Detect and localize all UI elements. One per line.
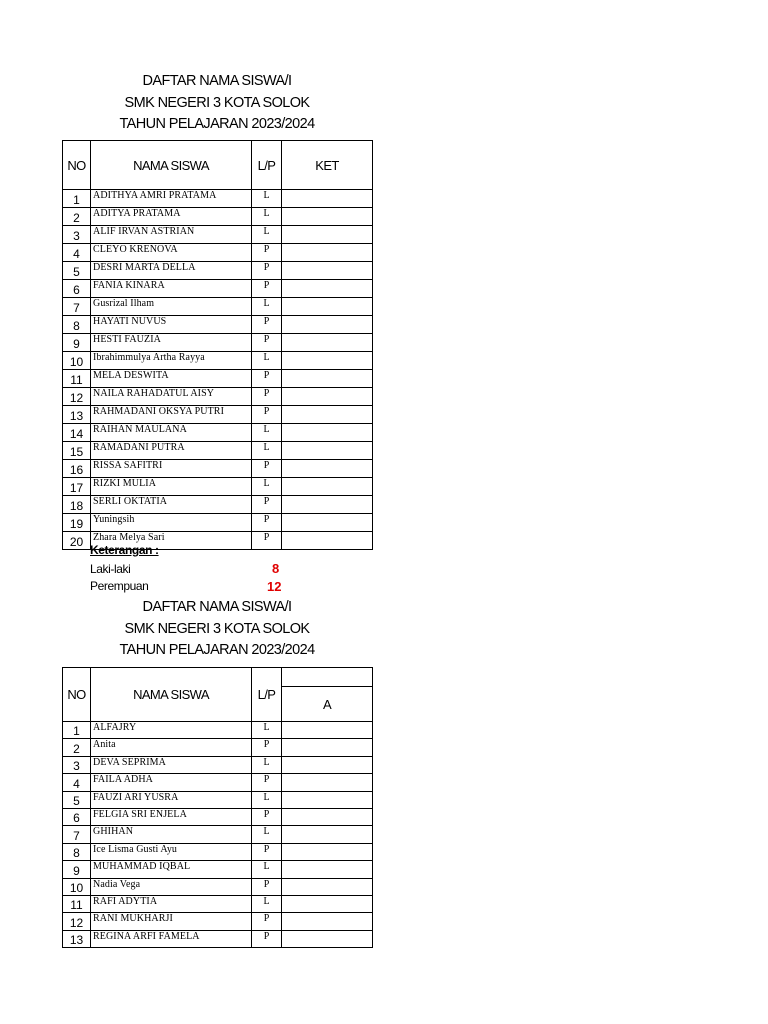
student-name: RAFI ADYTIA bbox=[91, 895, 252, 912]
student-gender: L bbox=[252, 352, 282, 370]
row-number: 13 bbox=[63, 406, 91, 424]
table-row bbox=[63, 930, 373, 947]
table-row bbox=[63, 352, 373, 370]
table-row bbox=[63, 406, 373, 424]
legend-male-count: 8 bbox=[272, 561, 280, 576]
student-gender: P bbox=[252, 532, 282, 550]
row-number: 10 bbox=[63, 352, 91, 370]
row-number: 10 bbox=[63, 878, 91, 895]
table-row bbox=[63, 478, 373, 496]
header-lp: L/P bbox=[252, 141, 282, 190]
student-note bbox=[282, 388, 373, 406]
table-row bbox=[63, 244, 373, 262]
student-gender: P bbox=[252, 388, 282, 406]
table-row bbox=[63, 388, 373, 406]
student-note bbox=[282, 878, 373, 895]
student-name: MELA DESWITA bbox=[91, 370, 252, 388]
student-note bbox=[282, 226, 373, 244]
student-note bbox=[282, 808, 373, 825]
student-gender: P bbox=[252, 496, 282, 514]
legend-male-label: Laki-laki bbox=[90, 562, 131, 576]
row-number: 11 bbox=[63, 370, 91, 388]
student-name: FANIA KINARA bbox=[91, 280, 252, 298]
student-name: RISSA SAFITRI bbox=[91, 460, 252, 478]
row-number: 11 bbox=[63, 895, 91, 912]
row-number: 14 bbox=[63, 424, 91, 442]
student-name: FELGIA SRI ENJELA bbox=[91, 808, 252, 825]
table-row bbox=[63, 826, 373, 843]
table-row bbox=[63, 424, 373, 442]
row-number: 20 bbox=[63, 532, 91, 550]
table-row bbox=[63, 442, 373, 460]
student-table-1 bbox=[62, 140, 373, 550]
table-row bbox=[63, 843, 373, 860]
header-nama: NAMA SISWA bbox=[91, 141, 252, 190]
student-note bbox=[282, 334, 373, 352]
student-note bbox=[282, 514, 373, 532]
header-ket: KET bbox=[282, 141, 373, 190]
row-number: 13 bbox=[63, 930, 91, 947]
student-table-2 bbox=[62, 667, 373, 948]
row-number: 3 bbox=[63, 756, 91, 773]
row-number: 16 bbox=[63, 460, 91, 478]
table-row bbox=[63, 262, 373, 280]
student-note bbox=[282, 262, 373, 280]
student-name: HAYATI NUVUS bbox=[91, 316, 252, 334]
student-name: RANI MUKHARJI bbox=[91, 913, 252, 930]
student-name: DESRI MARTA DELLA bbox=[91, 262, 252, 280]
student-gender: L bbox=[252, 424, 282, 442]
row-number: 2 bbox=[63, 739, 91, 756]
table-row bbox=[63, 756, 373, 773]
row-number: 4 bbox=[63, 774, 91, 791]
row-number: 8 bbox=[63, 843, 91, 860]
row-number: 9 bbox=[63, 334, 91, 352]
student-note bbox=[282, 756, 373, 773]
student-gender: L bbox=[252, 478, 282, 496]
table-row bbox=[63, 791, 373, 808]
student-gender: P bbox=[252, 930, 282, 947]
student-name: CLEYO KRENOVA bbox=[91, 244, 252, 262]
student-gender: L bbox=[252, 298, 282, 316]
student-note bbox=[282, 424, 373, 442]
student-note bbox=[282, 826, 373, 843]
row-number: 12 bbox=[63, 913, 91, 930]
row-number: 5 bbox=[63, 262, 91, 280]
student-note bbox=[282, 496, 373, 514]
school-name: SMK NEGERI 3 KOTA SOLOK bbox=[124, 94, 310, 111]
table-row bbox=[63, 460, 373, 478]
legend-title: Keterangan : bbox=[90, 543, 159, 557]
student-gender: P bbox=[252, 334, 282, 352]
header-no: NO bbox=[63, 668, 91, 722]
row-number: 18 bbox=[63, 496, 91, 514]
table-row bbox=[63, 878, 373, 895]
row-number: 8 bbox=[63, 316, 91, 334]
student-note bbox=[282, 861, 373, 878]
student-note bbox=[282, 442, 373, 460]
student-note bbox=[282, 895, 373, 912]
row-number: 15 bbox=[63, 442, 91, 460]
student-name: Gusrizal Ilham bbox=[91, 298, 252, 316]
student-gender: P bbox=[252, 808, 282, 825]
row-number: 4 bbox=[63, 244, 91, 262]
student-note bbox=[282, 460, 373, 478]
table-row bbox=[63, 496, 373, 514]
student-gender: L bbox=[252, 208, 282, 226]
student-name: ADITYA PRATAMA bbox=[91, 208, 252, 226]
title-block-2 bbox=[62, 597, 372, 662]
student-note bbox=[282, 913, 373, 930]
student-note bbox=[282, 280, 373, 298]
student-note bbox=[282, 298, 373, 316]
table-row bbox=[63, 280, 373, 298]
student-name: ALFAJRY bbox=[91, 722, 252, 739]
student-note bbox=[282, 843, 373, 860]
row-number: 5 bbox=[63, 791, 91, 808]
student-note bbox=[282, 532, 373, 550]
student-name: DEVA SEPRIMA bbox=[91, 756, 252, 773]
row-number: 7 bbox=[63, 826, 91, 843]
student-note bbox=[282, 406, 373, 424]
table-row bbox=[63, 722, 373, 739]
student-name: FAILA ADHA bbox=[91, 774, 252, 791]
table-body-2 bbox=[63, 722, 373, 948]
row-number: 6 bbox=[63, 808, 91, 825]
header-ket-empty bbox=[282, 668, 373, 687]
student-gender: P bbox=[252, 878, 282, 895]
table-row bbox=[63, 226, 373, 244]
table-row bbox=[63, 370, 373, 388]
student-note bbox=[282, 930, 373, 947]
student-gender: P bbox=[252, 262, 282, 280]
student-name: RAIHAN MAULANA bbox=[91, 424, 252, 442]
table-row bbox=[63, 208, 373, 226]
student-gender: L bbox=[252, 756, 282, 773]
student-gender: P bbox=[252, 244, 282, 262]
table-row bbox=[63, 316, 373, 334]
student-gender: P bbox=[252, 514, 282, 532]
student-name: FAUZI ARI YUSRA bbox=[91, 791, 252, 808]
student-gender: P bbox=[252, 316, 282, 334]
row-number: 3 bbox=[63, 226, 91, 244]
header-nama: NAMA SISWA bbox=[91, 668, 252, 722]
table-row bbox=[63, 861, 373, 878]
table-row bbox=[63, 334, 373, 352]
table-row bbox=[63, 913, 373, 930]
table-row bbox=[63, 298, 373, 316]
student-gender: P bbox=[252, 913, 282, 930]
legend-female-count: 12 bbox=[267, 579, 282, 594]
table-row bbox=[63, 895, 373, 912]
student-note bbox=[282, 722, 373, 739]
row-number: 2 bbox=[63, 208, 91, 226]
title-block-1 bbox=[62, 71, 372, 136]
title-line: DAFTAR NAMA SISWA/I bbox=[142, 599, 292, 615]
student-note bbox=[282, 739, 373, 756]
table-row bbox=[63, 808, 373, 825]
student-note bbox=[282, 316, 373, 334]
table-row bbox=[63, 739, 373, 756]
student-name: MUHAMMAD IQBAL bbox=[91, 861, 252, 878]
student-name: Nadia Vega bbox=[91, 878, 252, 895]
student-gender: P bbox=[252, 280, 282, 298]
row-number: 1 bbox=[63, 722, 91, 739]
row-number: 19 bbox=[63, 514, 91, 532]
row-number: 6 bbox=[63, 280, 91, 298]
student-name: Zhara Melya Sari bbox=[91, 532, 252, 550]
row-number: 17 bbox=[63, 478, 91, 496]
student-note bbox=[282, 370, 373, 388]
student-gender: L bbox=[252, 722, 282, 739]
student-gender: P bbox=[252, 370, 282, 388]
student-gender: P bbox=[252, 460, 282, 478]
student-name: NAILA RAHADATUL AISY bbox=[91, 388, 252, 406]
student-name: Ice Lisma Gusti Ayu bbox=[91, 843, 252, 860]
student-note bbox=[282, 190, 373, 208]
student-gender: L bbox=[252, 826, 282, 843]
student-name: Anita bbox=[91, 739, 252, 756]
student-gender: L bbox=[252, 442, 282, 460]
row-number: 12 bbox=[63, 388, 91, 406]
row-number: 7 bbox=[63, 298, 91, 316]
row-number: 9 bbox=[63, 861, 91, 878]
school-name: SMK NEGERI 3 KOTA SOLOK bbox=[124, 620, 310, 637]
student-name: ALIF IRVAN ASTRIAN bbox=[91, 226, 252, 244]
student-gender: P bbox=[252, 774, 282, 791]
student-gender: P bbox=[252, 406, 282, 424]
student-gender: L bbox=[252, 895, 282, 912]
student-name: RAMADANI PUTRA bbox=[91, 442, 252, 460]
student-name: GHIHAN bbox=[91, 826, 252, 843]
title-line: DAFTAR NAMA SISWA/I bbox=[142, 73, 292, 89]
table-body-1 bbox=[63, 190, 373, 550]
table-row bbox=[63, 190, 373, 208]
student-name: REGINA ARFI FAMELA bbox=[91, 930, 252, 947]
legend-female-label: Perempuan bbox=[90, 579, 149, 593]
student-note bbox=[282, 774, 373, 791]
student-note bbox=[282, 244, 373, 262]
academic-year: TAHUN PELAJARAN 2023/2024 bbox=[119, 116, 315, 132]
header-no: NO bbox=[63, 141, 91, 190]
student-name: Yuningsih bbox=[91, 514, 252, 532]
student-gender: P bbox=[252, 843, 282, 860]
student-note bbox=[282, 208, 373, 226]
row-number: 1 bbox=[63, 190, 91, 208]
student-name: SERLI OKTATIA bbox=[91, 496, 252, 514]
header-sub-a: A bbox=[282, 687, 373, 722]
student-gender: L bbox=[252, 861, 282, 878]
student-name: RAHMADANI OKSYA PUTRI bbox=[91, 406, 252, 424]
student-gender: L bbox=[252, 791, 282, 808]
table-row bbox=[63, 774, 373, 791]
student-gender: L bbox=[252, 190, 282, 208]
student-name: HESTI FAUZIA bbox=[91, 334, 252, 352]
academic-year: TAHUN PELAJARAN 2023/2024 bbox=[119, 642, 315, 658]
student-gender: L bbox=[252, 226, 282, 244]
header-lp: L/P bbox=[252, 668, 282, 722]
student-note bbox=[282, 791, 373, 808]
table-row bbox=[63, 514, 373, 532]
student-name: ADITHYA AMRI PRATAMA bbox=[91, 190, 252, 208]
student-gender: P bbox=[252, 739, 282, 756]
student-name: RIZKI MULIA bbox=[91, 478, 252, 496]
student-name: Ibrahimmulya Artha Rayya bbox=[91, 352, 252, 370]
student-note bbox=[282, 478, 373, 496]
student-note bbox=[282, 352, 373, 370]
